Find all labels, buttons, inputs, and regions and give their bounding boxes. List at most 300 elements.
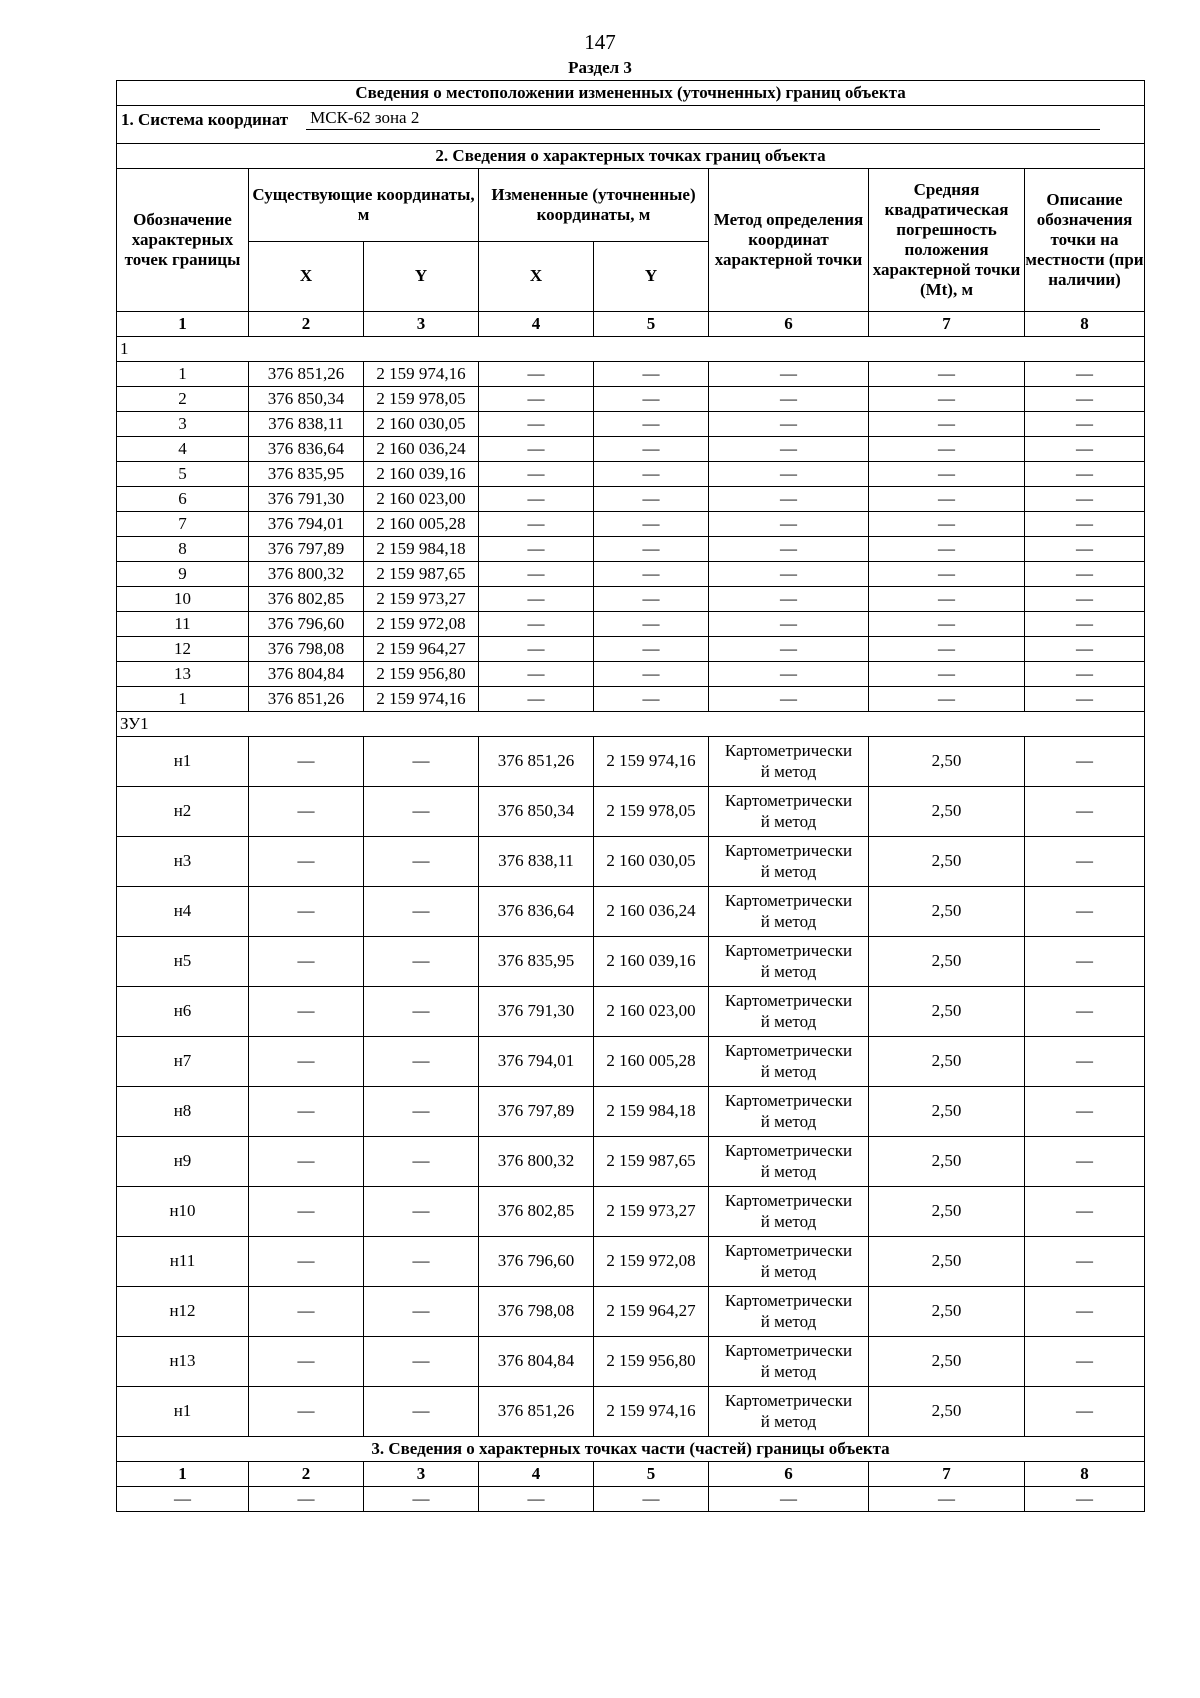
method-cell — [709, 787, 869, 837]
point-id: н5 — [117, 937, 249, 987]
empty-cell: — — [869, 612, 1025, 637]
accuracy-value: 2,50 — [869, 837, 1025, 887]
empty-cell: — — [479, 487, 594, 512]
table-row — [117, 937, 1145, 987]
header-updated-x: X — [479, 242, 594, 312]
table-row — [117, 587, 1145, 612]
empty-cell: — — [249, 1387, 364, 1437]
empty-cell: — — [594, 562, 709, 587]
empty-cell: — — [869, 412, 1025, 437]
updated-y: 2 159 974,16 — [594, 1387, 709, 1437]
empty-cell: — — [364, 887, 479, 937]
method-line: й метод — [760, 811, 817, 831]
empty-cell: — — [594, 462, 709, 487]
point-id: 7 — [117, 512, 249, 537]
point-id: н3 — [117, 837, 249, 887]
col-number: 3 — [364, 1462, 479, 1487]
table-row — [117, 387, 1145, 412]
empty-cell: — — [479, 437, 594, 462]
accuracy-value: 2,50 — [869, 1237, 1025, 1287]
existing-y: 2 159 974,16 — [364, 362, 479, 387]
existing-y: 2 160 005,28 — [364, 512, 479, 537]
section-title: Раздел 3 — [568, 58, 632, 77]
empty-cell: — — [249, 1487, 364, 1512]
empty-cell: — — [869, 512, 1025, 537]
empty-cell: — — [364, 937, 479, 987]
updated-x: 376 838,11 — [479, 837, 594, 887]
empty-cell: — — [249, 987, 364, 1037]
empty-cell: — — [1025, 437, 1145, 462]
group-row — [117, 712, 1145, 737]
table-row — [117, 1137, 1145, 1187]
point-id: 1 — [117, 362, 249, 387]
col-number: 7 — [869, 312, 1025, 337]
method-line: Картометрически — [724, 791, 853, 811]
existing-y: 2 160 023,00 — [364, 487, 479, 512]
updated-y: 2 159 956,80 — [594, 1337, 709, 1387]
existing-y: 2 159 956,80 — [364, 662, 479, 687]
updated-y: 2 159 964,27 — [594, 1287, 709, 1337]
empty-cell: — — [869, 587, 1025, 612]
accuracy-value: 2,50 — [869, 937, 1025, 987]
existing-x: 376 802,85 — [249, 587, 364, 612]
empty-cell: — — [479, 687, 594, 712]
point-id: н9 — [117, 1137, 249, 1187]
method-line: й метод — [760, 1211, 817, 1231]
empty-cell: — — [709, 612, 869, 637]
group-label: 1 — [117, 337, 1145, 362]
existing-x: 376 838,11 — [249, 412, 364, 437]
table-row — [117, 1037, 1145, 1087]
empty-cell: — — [479, 362, 594, 387]
empty-cell: — — [249, 937, 364, 987]
points-heading: 2. Сведения о характерных точках границ объекта — [117, 144, 1145, 169]
updated-y: 2 160 023,00 — [594, 987, 709, 1037]
updated-x: 376 796,60 — [479, 1237, 594, 1287]
empty-cell: — — [364, 737, 479, 787]
empty-cell: — — [249, 1337, 364, 1387]
header-existing-x: X — [249, 242, 364, 312]
empty-cell: — — [594, 512, 709, 537]
existing-x: 376 835,95 — [249, 462, 364, 487]
existing-y: 2 160 036,24 — [364, 437, 479, 462]
empty-cell: — — [709, 687, 869, 712]
group-label: ЗУ1 — [117, 712, 1145, 737]
method-line: й метод — [760, 1361, 817, 1381]
point-id: н13 — [117, 1337, 249, 1387]
empty-cell: — — [1025, 662, 1145, 687]
updated-x: 376 800,32 — [479, 1137, 594, 1187]
header-accuracy: Средняя квадратическая погрешность положения характерной точки (Mt), м — [869, 169, 1025, 312]
empty-cell: — — [594, 362, 709, 387]
method-line: Картометрически — [724, 941, 853, 961]
empty-cell: — — [1025, 412, 1145, 437]
point-id: н4 — [117, 887, 249, 937]
empty-cell: — — [1025, 1287, 1145, 1337]
header-updated-coords: Измененные (уточненные) координаты, м — [479, 169, 709, 242]
empty-cell: — — [479, 537, 594, 562]
table-row — [117, 537, 1145, 562]
table-row — [117, 612, 1145, 637]
empty-cell: — — [594, 662, 709, 687]
empty-cell: — — [709, 587, 869, 612]
empty-cell: — — [1025, 1087, 1145, 1137]
updated-y: 2 159 972,08 — [594, 1237, 709, 1287]
empty-cell: — — [1025, 637, 1145, 662]
existing-x: 376 851,26 — [249, 362, 364, 387]
point-id: н1 — [117, 737, 249, 787]
empty-cell: — — [364, 1337, 479, 1387]
col-number: 7 — [869, 1462, 1025, 1487]
table-row — [117, 487, 1145, 512]
empty-cell: — — [249, 1037, 364, 1087]
point-id: 11 — [117, 612, 249, 637]
method-cell — [709, 1137, 869, 1187]
col-number: 1 — [117, 312, 249, 337]
table-row — [117, 512, 1145, 537]
method-cell — [709, 1037, 869, 1087]
empty-cell: — — [479, 612, 594, 637]
empty-cell: — — [364, 787, 479, 837]
empty-cell: — — [117, 1487, 249, 1512]
header-updated-y: Y — [594, 242, 709, 312]
empty-cell: — — [364, 1487, 479, 1512]
method-line: й метод — [760, 1411, 817, 1431]
point-id: 10 — [117, 587, 249, 612]
method-line: Картометрически — [724, 991, 853, 1011]
updated-x: 376 798,08 — [479, 1287, 594, 1337]
empty-cell: — — [709, 462, 869, 487]
updated-y: 2 159 987,65 — [594, 1137, 709, 1187]
empty-cell: — — [249, 1187, 364, 1237]
point-id: 8 — [117, 537, 249, 562]
empty-cell: — — [249, 1287, 364, 1337]
empty-cell: — — [709, 487, 869, 512]
empty-cell: — — [1025, 587, 1145, 612]
point-id: н12 — [117, 1287, 249, 1337]
existing-x: 376 836,64 — [249, 437, 364, 462]
empty-cell: — — [594, 487, 709, 512]
existing-y: 2 159 973,27 — [364, 587, 479, 612]
empty-cell: — — [1025, 362, 1145, 387]
table-row — [117, 1487, 1145, 1512]
empty-cell: — — [364, 1187, 479, 1237]
empty-cell: — — [869, 662, 1025, 687]
empty-cell: — — [364, 1387, 479, 1437]
existing-x: 376 798,08 — [249, 637, 364, 662]
empty-cell: — — [869, 362, 1025, 387]
empty-cell: — — [594, 587, 709, 612]
point-id: 13 — [117, 662, 249, 687]
point-id: 1 — [117, 687, 249, 712]
table-row — [117, 987, 1145, 1037]
column-numbers-row — [117, 1462, 1145, 1487]
empty-cell: — — [479, 412, 594, 437]
col-number: 2 — [249, 312, 364, 337]
empty-cell: — — [1025, 737, 1145, 787]
empty-cell: — — [479, 1487, 594, 1512]
empty-cell: — — [249, 1137, 364, 1187]
existing-y: 2 159 972,08 — [364, 612, 479, 637]
point-id: 4 — [117, 437, 249, 462]
empty-cell: — — [364, 1237, 479, 1287]
empty-cell: — — [479, 637, 594, 662]
existing-x: 376 797,89 — [249, 537, 364, 562]
empty-cell: — — [364, 837, 479, 887]
empty-cell: — — [1025, 887, 1145, 937]
empty-cell: — — [249, 787, 364, 837]
table-row — [117, 1387, 1145, 1437]
table-row — [117, 1087, 1145, 1137]
method-line: Картометрически — [724, 1191, 853, 1211]
accuracy-value: 2,50 — [869, 1137, 1025, 1187]
method-line: й метод — [760, 1111, 817, 1131]
point-id: н6 — [117, 987, 249, 1037]
col-number: 8 — [1025, 312, 1145, 337]
empty-cell: — — [249, 1087, 364, 1137]
empty-cell: — — [364, 1037, 479, 1087]
empty-cell: — — [1025, 512, 1145, 537]
empty-cell: — — [249, 1237, 364, 1287]
table-row — [117, 562, 1145, 587]
existing-y: 2 160 039,16 — [364, 462, 479, 487]
method-line: й метод — [760, 761, 817, 781]
empty-cell: — — [709, 562, 869, 587]
accuracy-value: 2,50 — [869, 1187, 1025, 1237]
empty-cell: — — [1025, 1337, 1145, 1387]
table-row — [117, 687, 1145, 712]
empty-cell: — — [594, 687, 709, 712]
empty-cell: — — [869, 687, 1025, 712]
method-cell — [709, 1337, 869, 1387]
coord-system-value: МСК-62 зона 2 — [306, 107, 1100, 130]
empty-cell: — — [1025, 387, 1145, 412]
empty-cell: — — [479, 387, 594, 412]
empty-cell: — — [1025, 1487, 1145, 1512]
accuracy-value: 2,50 — [869, 787, 1025, 837]
empty-cell: — — [869, 637, 1025, 662]
empty-cell: — — [1025, 1137, 1145, 1187]
accuracy-value: 2,50 — [869, 1287, 1025, 1337]
empty-cell: — — [1025, 462, 1145, 487]
point-id: н1 — [117, 1387, 249, 1437]
method-line: Картометрически — [724, 1241, 853, 1261]
existing-y: 2 159 964,27 — [364, 637, 479, 662]
method-cell — [709, 837, 869, 887]
empty-cell: — — [364, 1087, 479, 1137]
updated-y: 2 159 974,16 — [594, 737, 709, 787]
empty-cell: — — [709, 387, 869, 412]
accuracy-value: 2,50 — [869, 887, 1025, 937]
empty-cell: — — [1025, 487, 1145, 512]
empty-cell: — — [1025, 837, 1145, 887]
empty-cell: — — [594, 412, 709, 437]
empty-cell: — — [594, 612, 709, 637]
empty-cell: — — [1025, 987, 1145, 1037]
point-id: 3 — [117, 412, 249, 437]
existing-y: 2 159 974,16 — [364, 687, 479, 712]
page-number: 147 — [584, 30, 616, 54]
updated-y: 2 160 030,05 — [594, 837, 709, 887]
empty-cell: — — [709, 362, 869, 387]
empty-cell: — — [1025, 687, 1145, 712]
empty-cell: — — [709, 437, 869, 462]
updated-y: 2 159 973,27 — [594, 1187, 709, 1237]
updated-y: 2 160 039,16 — [594, 937, 709, 987]
empty-cell: — — [709, 412, 869, 437]
method-line: Картометрически — [724, 841, 853, 861]
empty-cell: — — [1025, 1237, 1145, 1287]
method-line: Картометрически — [724, 1391, 853, 1411]
updated-y: 2 159 978,05 — [594, 787, 709, 837]
empty-cell: — — [479, 562, 594, 587]
method-line: Картометрически — [724, 891, 853, 911]
method-cell — [709, 937, 869, 987]
table-row — [117, 437, 1145, 462]
empty-cell: — — [594, 387, 709, 412]
empty-cell: — — [1025, 537, 1145, 562]
empty-cell: — — [1025, 787, 1145, 837]
point-id: н10 — [117, 1187, 249, 1237]
updated-x: 376 804,84 — [479, 1337, 594, 1387]
accuracy-value: 2,50 — [869, 987, 1025, 1037]
table-row — [117, 412, 1145, 437]
col-number: 3 — [364, 312, 479, 337]
empty-cell: — — [479, 662, 594, 687]
existing-y: 2 159 978,05 — [364, 387, 479, 412]
empty-cell: — — [869, 1487, 1025, 1512]
header-point-designation: Обозначение характерных точек границы — [117, 169, 249, 312]
method-line: Картометрически — [724, 1041, 853, 1061]
empty-cell: — — [594, 1487, 709, 1512]
accuracy-value: 2,50 — [869, 1087, 1025, 1137]
col-number: 5 — [594, 312, 709, 337]
empty-cell: — — [479, 512, 594, 537]
existing-x: 376 796,60 — [249, 612, 364, 637]
empty-cell: — — [1025, 1037, 1145, 1087]
method-cell — [709, 1387, 869, 1437]
updated-y: 2 160 036,24 — [594, 887, 709, 937]
table-row — [117, 362, 1145, 387]
empty-cell: — — [364, 1137, 479, 1187]
col-number: 2 — [249, 1462, 364, 1487]
updated-y: 2 159 984,18 — [594, 1087, 709, 1137]
header-existing-coords: Существующие координаты, м — [249, 169, 479, 242]
updated-x: 376 797,89 — [479, 1087, 594, 1137]
empty-cell: — — [594, 537, 709, 562]
updated-x: 376 836,64 — [479, 887, 594, 937]
empty-cell: — — [479, 587, 594, 612]
col-number: 5 — [594, 1462, 709, 1487]
method-line: й метод — [760, 911, 817, 931]
method-line: й метод — [760, 1261, 817, 1281]
parts-heading: 3. Сведения о характерных точках части (частей) границы объекта — [117, 1437, 1145, 1462]
method-line: Картометрически — [724, 1291, 853, 1311]
empty-cell: — — [249, 737, 364, 787]
empty-cell: — — [1025, 1187, 1145, 1237]
table-row — [117, 787, 1145, 837]
table-row — [117, 1287, 1145, 1337]
table-row — [117, 662, 1145, 687]
existing-x: 376 791,30 — [249, 487, 364, 512]
empty-cell: — — [1025, 1387, 1145, 1437]
method-line: й метод — [760, 1161, 817, 1181]
method-cell — [709, 737, 869, 787]
existing-x: 376 794,01 — [249, 512, 364, 537]
point-id: н2 — [117, 787, 249, 837]
existing-y: 2 159 987,65 — [364, 562, 479, 587]
col-number: 4 — [479, 1462, 594, 1487]
empty-cell: — — [594, 637, 709, 662]
accuracy-value: 2,50 — [869, 1337, 1025, 1387]
header-description: Описание обозначения точки на местности (при наличии) — [1025, 169, 1145, 312]
accuracy-value: 2,50 — [869, 737, 1025, 787]
updated-x: 376 802,85 — [479, 1187, 594, 1237]
method-line: Картометрически — [724, 741, 853, 761]
point-id: 12 — [117, 637, 249, 662]
col-number: 1 — [117, 1462, 249, 1487]
point-id: 9 — [117, 562, 249, 587]
empty-cell: — — [709, 637, 869, 662]
accuracy-value: 2,50 — [869, 1387, 1025, 1437]
method-cell — [709, 1087, 869, 1137]
empty-cell: — — [869, 562, 1025, 587]
point-id: 2 — [117, 387, 249, 412]
table-row — [117, 1187, 1145, 1237]
existing-x: 376 804,84 — [249, 662, 364, 687]
method-line: Картометрически — [724, 1091, 853, 1111]
updated-x: 376 835,95 — [479, 937, 594, 987]
point-id: 5 — [117, 462, 249, 487]
accuracy-value: 2,50 — [869, 1037, 1025, 1087]
method-line: й метод — [760, 861, 817, 881]
method-cell — [709, 1287, 869, 1337]
point-id: 6 — [117, 487, 249, 512]
empty-cell: — — [709, 512, 869, 537]
method-line: Картометрически — [724, 1141, 853, 1161]
method-cell — [709, 1187, 869, 1237]
table-row — [117, 1237, 1145, 1287]
table-row — [117, 887, 1145, 937]
empty-cell: — — [249, 837, 364, 887]
point-id: н8 — [117, 1087, 249, 1137]
updated-y: 2 160 005,28 — [594, 1037, 709, 1087]
empty-cell: — — [869, 387, 1025, 412]
method-cell — [709, 887, 869, 937]
empty-cell: — — [869, 437, 1025, 462]
empty-cell: — — [364, 1287, 479, 1337]
empty-cell: — — [709, 537, 869, 562]
parts-heading-row — [117, 1437, 1145, 1462]
col-number: 6 — [709, 312, 869, 337]
coord-system-label: 1. Система координат — [121, 109, 289, 129]
header-existing-y: Y — [364, 242, 479, 312]
method-line: й метод — [760, 1011, 817, 1031]
empty-cell: — — [1025, 937, 1145, 987]
empty-cell: — — [869, 487, 1025, 512]
method-cell — [709, 987, 869, 1037]
existing-x: 376 850,34 — [249, 387, 364, 412]
point-id: н7 — [117, 1037, 249, 1087]
col-number: 4 — [479, 312, 594, 337]
table-row — [117, 737, 1145, 787]
method-cell — [709, 1237, 869, 1287]
table-row — [117, 462, 1145, 487]
updated-x: 376 850,34 — [479, 787, 594, 837]
table-row — [117, 1337, 1145, 1387]
empty-cell: — — [249, 887, 364, 937]
boundary-table — [116, 80, 1145, 1512]
